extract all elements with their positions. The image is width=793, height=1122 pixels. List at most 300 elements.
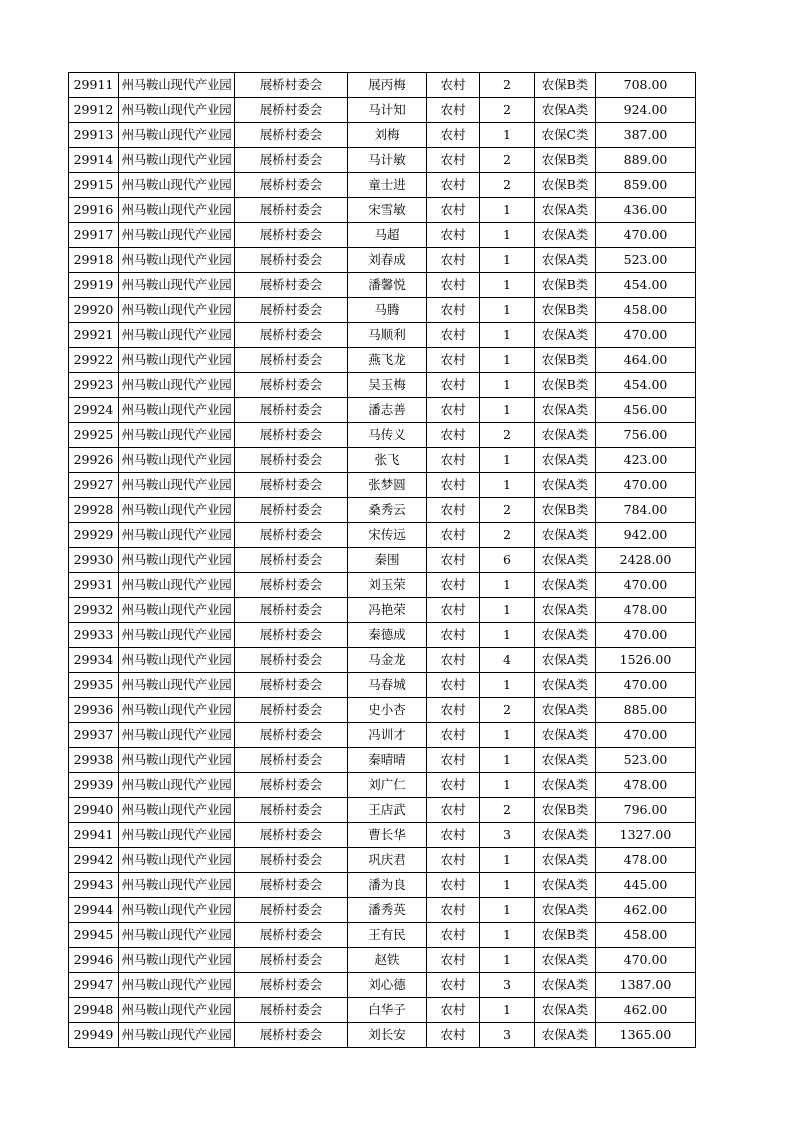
table-row [69,148,696,173]
name-cell: 马春城 [348,673,427,698]
category-cell: 农保B类 [535,148,596,173]
table-row [69,548,696,573]
name-cell: 吴玉梅 [348,373,427,398]
amount-cell: 462.00 [596,998,696,1023]
village-committee-cell: 展桥村委会 [235,823,348,848]
village-committee-cell: 展桥村委会 [235,473,348,498]
category-cell: 农保A类 [535,598,596,623]
amount-cell: 458.00 [596,923,696,948]
category-cell: 农保A类 [535,723,596,748]
amount-cell: 464.00 [596,348,696,373]
amount-cell: 478.00 [596,598,696,623]
name-cell: 刘长安 [348,1023,427,1048]
table-row [69,198,696,223]
area-type-cell: 农村 [427,898,480,923]
name-cell: 马计知 [348,98,427,123]
area-type-cell: 农村 [427,873,480,898]
table-row [69,948,696,973]
village-committee-cell: 展桥村委会 [235,773,348,798]
record-number-cell: 29941 [69,823,119,848]
area-type-cell: 农村 [427,598,480,623]
area-type-cell: 农村 [427,398,480,423]
amount-cell: 889.00 [596,148,696,173]
category-cell: 农保A类 [535,323,596,348]
area-type-cell: 农村 [427,948,480,973]
category-cell: 农保A类 [535,673,596,698]
household-count-cell: 2 [480,523,535,548]
area-type-cell: 农村 [427,173,480,198]
village-committee-cell: 展桥村委会 [235,698,348,723]
village-committee-cell: 展桥村委会 [235,648,348,673]
amount-cell: 445.00 [596,873,696,898]
village-committee-cell: 展桥村委会 [235,523,348,548]
name-cell: 桑秀云 [348,498,427,523]
name-cell: 展丙梅 [348,73,427,98]
record-number-cell: 29937 [69,723,119,748]
name-cell: 刘梅 [348,123,427,148]
name-cell: 马顺利 [348,323,427,348]
name-cell: 赵铁 [348,948,427,973]
name-cell: 潘志善 [348,398,427,423]
park-cell: 州马鞍山现代产业园 [119,898,235,923]
record-number-cell: 29913 [69,123,119,148]
table-row [69,798,696,823]
record-number-cell: 29911 [69,73,119,98]
village-committee-cell: 展桥村委会 [235,148,348,173]
record-number-cell: 29931 [69,573,119,598]
table-row [69,573,696,598]
village-committee-cell: 展桥村委会 [235,173,348,198]
park-cell: 州马鞍山现代产业园 [119,348,235,373]
category-cell: 农保B类 [535,348,596,373]
category-cell: 农保A类 [535,573,596,598]
name-cell: 马金龙 [348,648,427,673]
village-committee-cell: 展桥村委会 [235,223,348,248]
park-cell: 州马鞍山现代产业园 [119,423,235,448]
category-cell: 农保A类 [535,1023,596,1048]
area-type-cell: 农村 [427,723,480,748]
park-cell: 州马鞍山现代产业园 [119,723,235,748]
household-count-cell: 1 [480,223,535,248]
household-count-cell: 1 [480,198,535,223]
area-type-cell: 农村 [427,973,480,998]
area-type-cell: 农村 [427,698,480,723]
amount-cell: 478.00 [596,773,696,798]
category-cell: 农保A类 [535,873,596,898]
amount-cell: 423.00 [596,448,696,473]
name-cell: 秦德成 [348,623,427,648]
amount-cell: 756.00 [596,423,696,448]
area-type-cell: 农村 [427,773,480,798]
table-row [69,398,696,423]
record-number-cell: 29933 [69,623,119,648]
category-cell: 农保A类 [535,223,596,248]
record-number-cell: 29923 [69,373,119,398]
category-cell: 农保A类 [535,898,596,923]
park-cell: 州马鞍山现代产业园 [119,623,235,648]
household-count-cell: 4 [480,648,535,673]
household-count-cell: 1 [480,923,535,948]
category-cell: 农保A类 [535,648,596,673]
amount-cell: 523.00 [596,248,696,273]
name-cell: 冯艳荣 [348,598,427,623]
table-row [69,298,696,323]
record-number-cell: 29917 [69,223,119,248]
village-committee-cell: 展桥村委会 [235,923,348,948]
park-cell: 州马鞍山现代产业园 [119,498,235,523]
table-row [69,173,696,198]
amount-cell: 924.00 [596,98,696,123]
village-committee-cell: 展桥村委会 [235,98,348,123]
category-cell: 农保B类 [535,798,596,823]
table-row [69,248,696,273]
amount-cell: 1387.00 [596,973,696,998]
village-committee-cell: 展桥村委会 [235,1023,348,1048]
amount-cell: 478.00 [596,848,696,873]
table-row [69,348,696,373]
household-count-cell: 1 [480,748,535,773]
amount-cell: 859.00 [596,173,696,198]
village-committee-cell: 展桥村委会 [235,298,348,323]
record-number-cell: 29927 [69,473,119,498]
table-row [69,873,696,898]
table-row [69,373,696,398]
area-type-cell: 农村 [427,623,480,648]
amount-cell: 1327.00 [596,823,696,848]
park-cell: 州马鞍山现代产业园 [119,448,235,473]
village-committee-cell: 展桥村委会 [235,323,348,348]
table-row [69,673,696,698]
record-number-cell: 29916 [69,198,119,223]
name-cell: 燕飞龙 [348,348,427,373]
name-cell: 巩庆君 [348,848,427,873]
record-number-cell: 29912 [69,98,119,123]
park-cell: 州马鞍山现代产业园 [119,73,235,98]
record-number-cell: 29924 [69,398,119,423]
name-cell: 张飞 [348,448,427,473]
table-row [69,473,696,498]
record-number-cell: 29928 [69,498,119,523]
area-type-cell: 农村 [427,673,480,698]
amount-cell: 885.00 [596,698,696,723]
category-cell: 农保A类 [535,548,596,573]
village-committee-cell: 展桥村委会 [235,123,348,148]
table-row [69,598,696,623]
area-type-cell: 农村 [427,523,480,548]
record-number-cell: 29921 [69,323,119,348]
area-type-cell: 农村 [427,123,480,148]
category-cell: 农保A类 [535,398,596,423]
record-number-cell: 29935 [69,673,119,698]
table-row [69,423,696,448]
area-type-cell: 农村 [427,73,480,98]
table-row [69,998,696,1023]
name-cell: 刘心德 [348,973,427,998]
amount-cell: 1365.00 [596,1023,696,1048]
category-cell: 农保A类 [535,848,596,873]
village-committee-cell: 展桥村委会 [235,573,348,598]
park-cell: 州马鞍山现代产业园 [119,973,235,998]
table-row [69,723,696,748]
record-number-cell: 29938 [69,748,119,773]
park-cell: 州马鞍山现代产业园 [119,148,235,173]
category-cell: 农保A类 [535,448,596,473]
amount-cell: 454.00 [596,373,696,398]
amount-cell: 436.00 [596,198,696,223]
table-row [69,73,696,98]
household-count-cell: 1 [480,273,535,298]
category-cell: 农保A类 [535,98,596,123]
household-count-cell: 2 [480,148,535,173]
household-count-cell: 1 [480,848,535,873]
village-committee-cell: 展桥村委会 [235,673,348,698]
name-cell: 刘春成 [348,248,427,273]
table-row [69,698,696,723]
household-count-cell: 1 [480,723,535,748]
area-type-cell: 农村 [427,98,480,123]
table-row [69,273,696,298]
village-committee-cell: 展桥村委会 [235,973,348,998]
household-count-cell: 1 [480,873,535,898]
category-cell: 农保A类 [535,523,596,548]
name-cell: 宋传远 [348,523,427,548]
park-cell: 州马鞍山现代产业园 [119,773,235,798]
park-cell: 州马鞍山现代产业园 [119,748,235,773]
park-cell: 州马鞍山现代产业园 [119,198,235,223]
park-cell: 州马鞍山现代产业园 [119,548,235,573]
record-number-cell: 29922 [69,348,119,373]
record-number-cell: 29934 [69,648,119,673]
amount-cell: 796.00 [596,798,696,823]
household-count-cell: 1 [480,948,535,973]
name-cell: 王有民 [348,923,427,948]
amount-cell: 470.00 [596,723,696,748]
name-cell: 王店武 [348,798,427,823]
table-row [69,923,696,948]
amount-cell: 456.00 [596,398,696,423]
household-count-cell: 2 [480,98,535,123]
table-row [69,123,696,148]
amount-cell: 387.00 [596,123,696,148]
park-cell: 州马鞍山现代产业园 [119,848,235,873]
table-row [69,748,696,773]
village-committee-cell: 展桥村委会 [235,548,348,573]
name-cell: 史小杏 [348,698,427,723]
village-committee-cell: 展桥村委会 [235,623,348,648]
table-row [69,823,696,848]
area-type-cell: 农村 [427,823,480,848]
village-committee-cell: 展桥村委会 [235,423,348,448]
household-count-cell: 1 [480,248,535,273]
area-type-cell: 农村 [427,448,480,473]
category-cell: 农保A类 [535,748,596,773]
record-number-cell: 29936 [69,698,119,723]
village-committee-cell: 展桥村委会 [235,723,348,748]
household-count-cell: 2 [480,173,535,198]
park-cell: 州马鞍山现代产业园 [119,298,235,323]
area-type-cell: 农村 [427,473,480,498]
village-committee-cell: 展桥村委会 [235,73,348,98]
park-cell: 州马鞍山现代产业园 [119,223,235,248]
table-row [69,848,696,873]
area-type-cell: 农村 [427,423,480,448]
category-cell: 农保A类 [535,198,596,223]
area-type-cell: 农村 [427,548,480,573]
record-number-cell: 29947 [69,973,119,998]
record-number-cell: 29949 [69,1023,119,1048]
village-committee-cell: 展桥村委会 [235,273,348,298]
area-type-cell: 农村 [427,198,480,223]
household-count-cell: 1 [480,373,535,398]
park-cell: 州马鞍山现代产业园 [119,798,235,823]
household-count-cell: 1 [480,348,535,373]
category-cell: 农保B类 [535,273,596,298]
name-cell: 马腾 [348,298,427,323]
table-row [69,1023,696,1048]
name-cell: 秦晴晴 [348,748,427,773]
category-cell: 农保C类 [535,123,596,148]
category-cell: 农保A类 [535,948,596,973]
park-cell: 州马鞍山现代产业园 [119,1023,235,1048]
household-count-cell: 2 [480,798,535,823]
village-committee-cell: 展桥村委会 [235,748,348,773]
table-row [69,898,696,923]
park-cell: 州马鞍山现代产业园 [119,523,235,548]
amount-cell: 470.00 [596,623,696,648]
table-row [69,973,696,998]
table-row [69,498,696,523]
category-cell: 农保A类 [535,423,596,448]
village-committee-cell: 展桥村委会 [235,948,348,973]
amount-cell: 470.00 [596,323,696,348]
record-number-cell: 29929 [69,523,119,548]
record-number-cell: 29943 [69,873,119,898]
category-cell: 农保B类 [535,498,596,523]
name-cell: 冯训才 [348,723,427,748]
village-committee-cell: 展桥村委会 [235,598,348,623]
village-committee-cell: 展桥村委会 [235,348,348,373]
household-count-cell: 1 [480,298,535,323]
record-number-cell: 29948 [69,998,119,1023]
park-cell: 州马鞍山现代产业园 [119,323,235,348]
household-count-cell: 1 [480,573,535,598]
amount-cell: 458.00 [596,298,696,323]
category-cell: 农保B类 [535,73,596,98]
village-committee-cell: 展桥村委会 [235,898,348,923]
category-cell: 农保B类 [535,298,596,323]
park-cell: 州马鞍山现代产业园 [119,173,235,198]
village-committee-cell: 展桥村委会 [235,248,348,273]
category-cell: 农保A类 [535,698,596,723]
name-cell: 曹长华 [348,823,427,848]
household-count-cell: 1 [480,323,535,348]
household-count-cell: 1 [480,623,535,648]
area-type-cell: 农村 [427,148,480,173]
village-committee-cell: 展桥村委会 [235,373,348,398]
park-cell: 州马鞍山现代产业园 [119,998,235,1023]
category-cell: 农保B类 [535,373,596,398]
amount-cell: 2428.00 [596,548,696,573]
park-cell: 州马鞍山现代产业园 [119,373,235,398]
name-cell: 马计敏 [348,148,427,173]
name-cell: 宋雪敏 [348,198,427,223]
amount-cell: 462.00 [596,898,696,923]
record-number-cell: 29942 [69,848,119,873]
name-cell: 潘秀英 [348,898,427,923]
area-type-cell: 农村 [427,223,480,248]
amount-cell: 523.00 [596,748,696,773]
name-cell: 童士进 [348,173,427,198]
village-committee-cell: 展桥村委会 [235,998,348,1023]
name-cell: 白华子 [348,998,427,1023]
village-committee-cell: 展桥村委会 [235,873,348,898]
village-committee-cell: 展桥村委会 [235,398,348,423]
area-type-cell: 农村 [427,298,480,323]
park-cell: 州马鞍山现代产业园 [119,398,235,423]
area-type-cell: 农村 [427,848,480,873]
category-cell: 农保B类 [535,173,596,198]
area-type-cell: 农村 [427,498,480,523]
amount-cell: 470.00 [596,223,696,248]
park-cell: 州马鞍山现代产业园 [119,98,235,123]
record-number-cell: 29940 [69,798,119,823]
name-cell: 潘为良 [348,873,427,898]
record-number-cell: 29946 [69,948,119,973]
household-count-cell: 2 [480,498,535,523]
area-type-cell: 农村 [427,373,480,398]
household-count-cell: 1 [480,398,535,423]
household-count-cell: 3 [480,973,535,998]
table-row [69,98,696,123]
category-cell: 农保A类 [535,998,596,1023]
record-number-cell: 29944 [69,898,119,923]
household-count-cell: 1 [480,598,535,623]
village-committee-cell: 展桥村委会 [235,498,348,523]
table-row [69,773,696,798]
park-cell: 州马鞍山现代产业园 [119,473,235,498]
category-cell: 农保A类 [535,773,596,798]
village-committee-cell: 展桥村委会 [235,448,348,473]
park-cell: 州马鞍山现代产业园 [119,573,235,598]
record-number-cell: 29914 [69,148,119,173]
park-cell: 州马鞍山现代产业园 [119,673,235,698]
name-cell: 刘广仁 [348,773,427,798]
amount-cell: 784.00 [596,498,696,523]
amount-cell: 470.00 [596,473,696,498]
household-count-cell: 1 [480,773,535,798]
table-row [69,448,696,473]
park-cell: 州马鞍山现代产业园 [119,948,235,973]
household-count-cell: 1 [480,448,535,473]
village-committee-cell: 展桥村委会 [235,848,348,873]
household-count-cell: 1 [480,673,535,698]
record-number-cell: 29945 [69,923,119,948]
amount-cell: 470.00 [596,573,696,598]
amount-cell: 470.00 [596,948,696,973]
record-number-cell: 29926 [69,448,119,473]
household-count-cell: 1 [480,898,535,923]
amount-cell: 470.00 [596,673,696,698]
amount-cell: 1526.00 [596,648,696,673]
table-body [69,73,696,1048]
household-count-cell: 1 [480,998,535,1023]
village-committee-cell: 展桥村委会 [235,198,348,223]
household-count-cell: 6 [480,548,535,573]
category-cell: 农保A类 [535,623,596,648]
amount-cell: 708.00 [596,73,696,98]
area-type-cell: 农村 [427,998,480,1023]
park-cell: 州马鞍山现代产业园 [119,923,235,948]
